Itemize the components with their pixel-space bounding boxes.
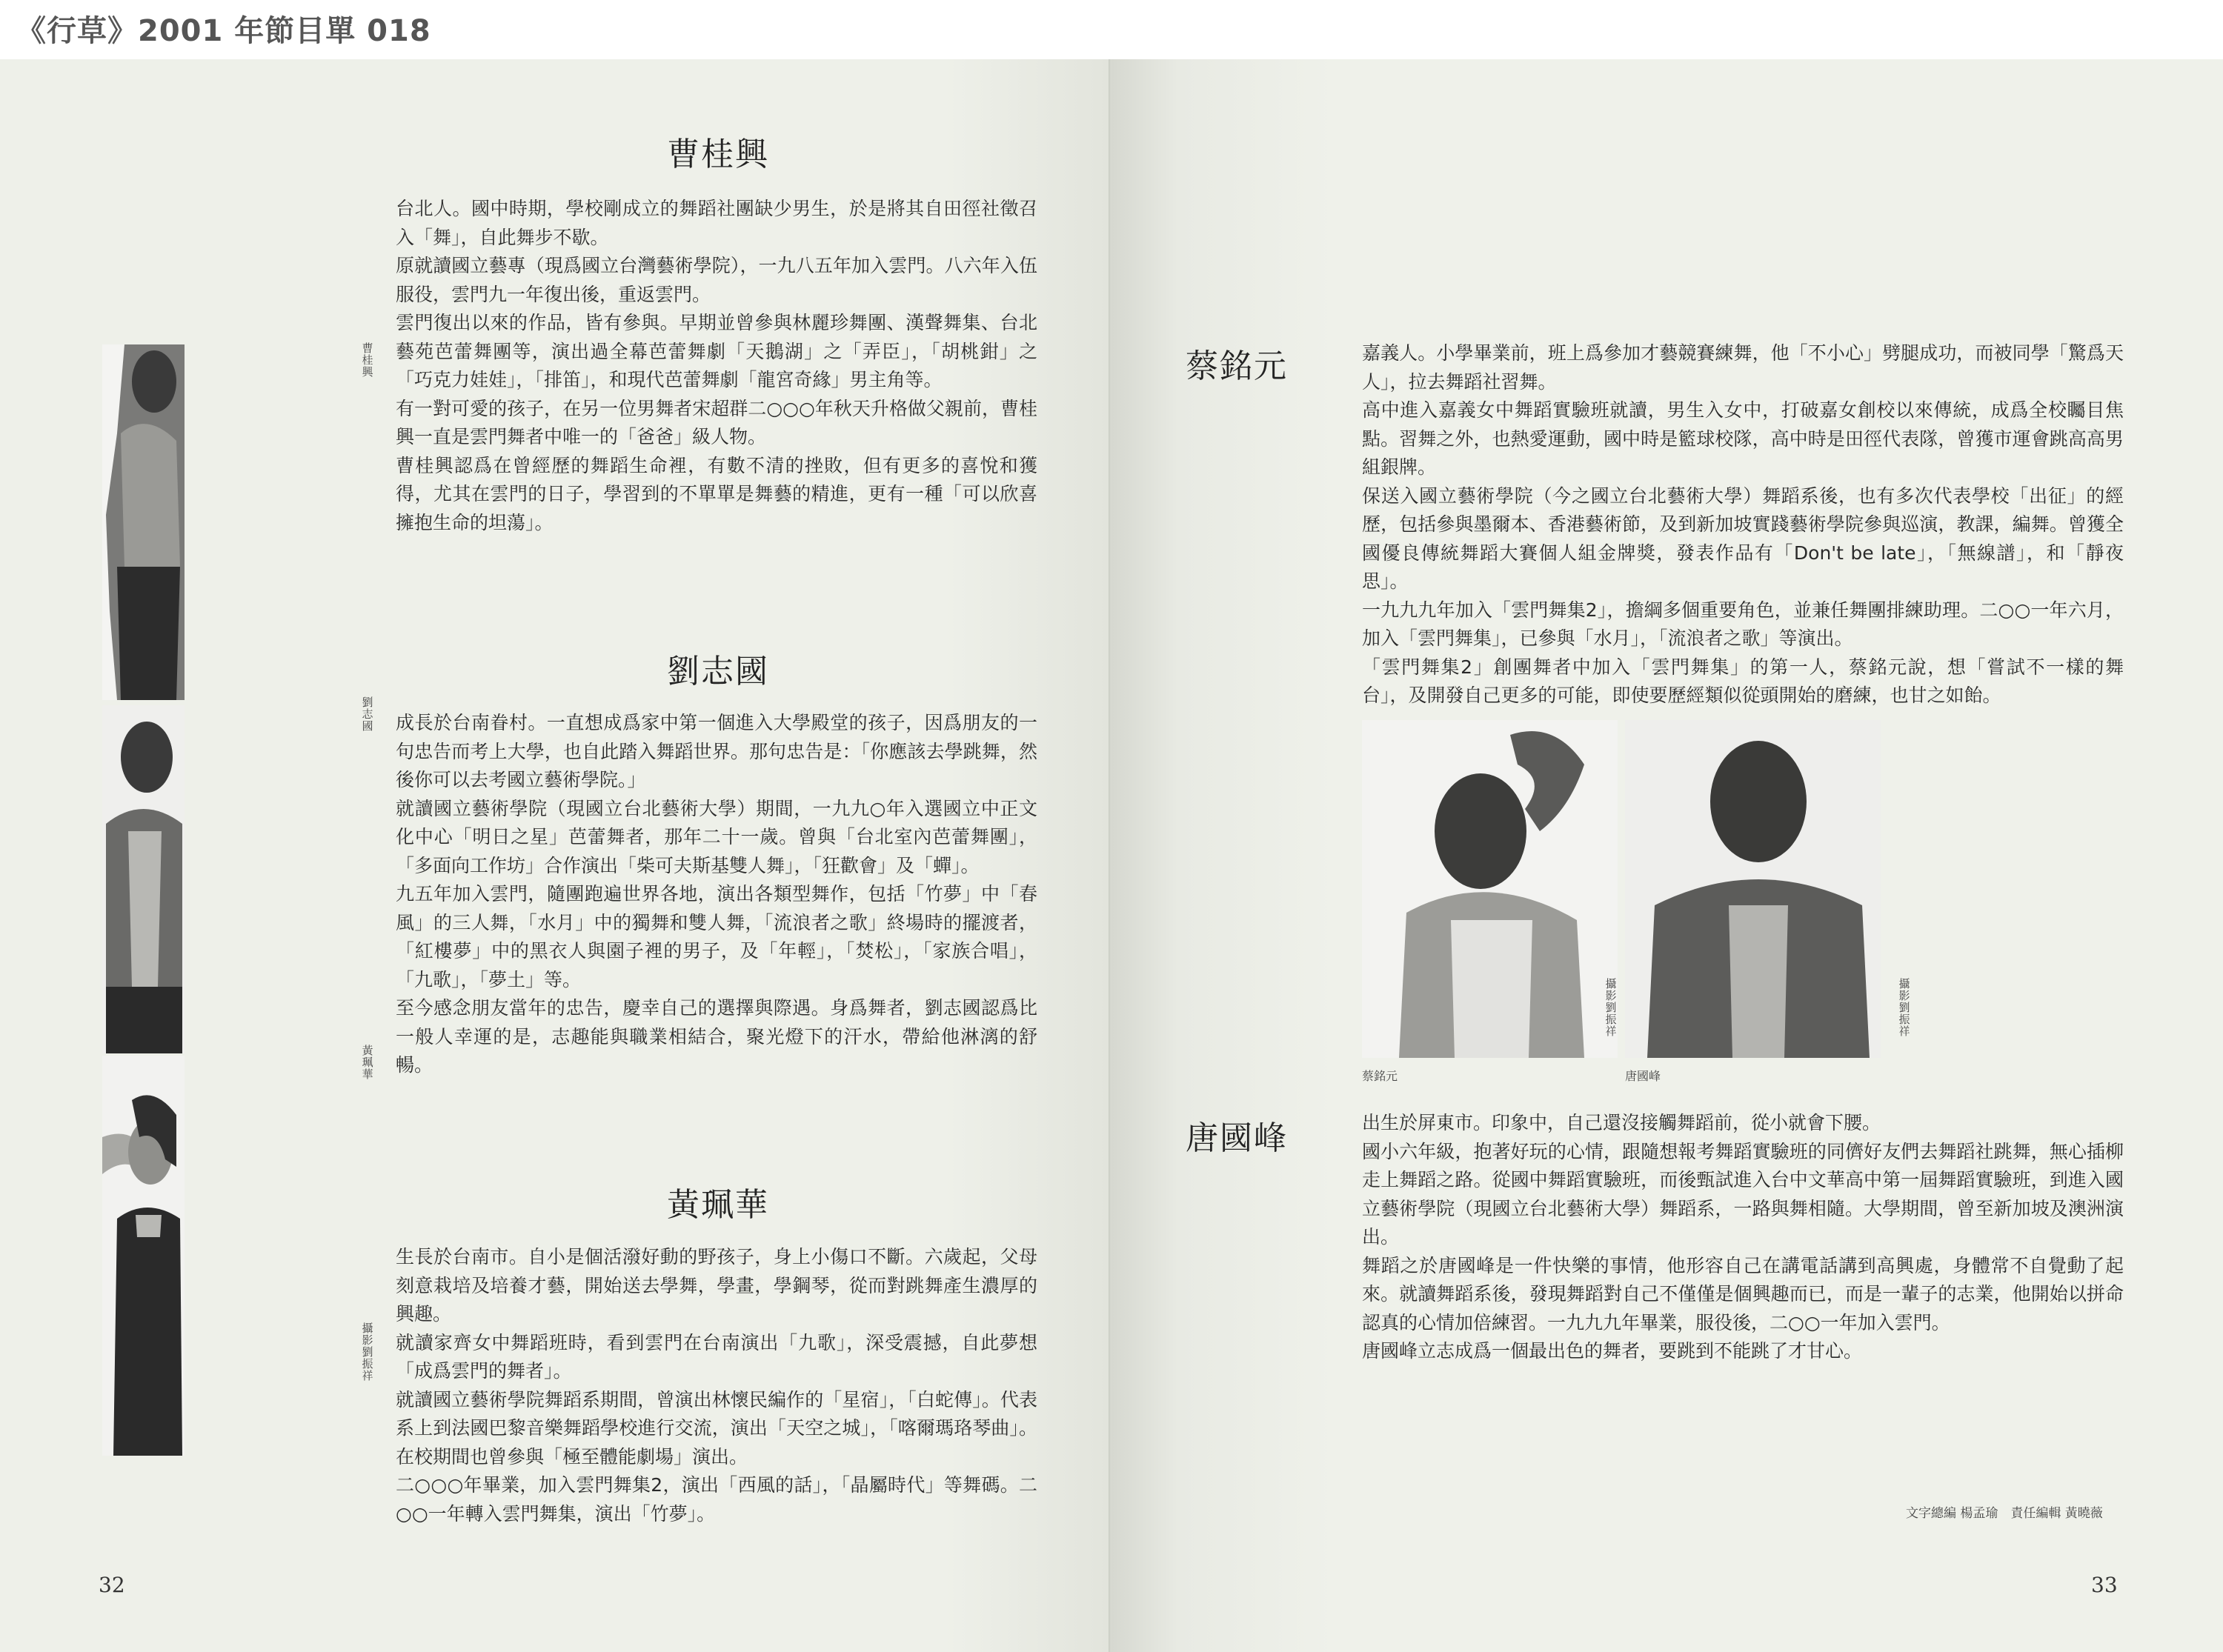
page-number-left: 32 — [99, 1573, 125, 1597]
dancer-photo-liu-zhiguo — [102, 705, 185, 1053]
dancer-name-heading: 曹桂興 — [667, 136, 769, 173]
bio-paragraph: 九五年加入雲門，隨團跑遍世界各地，演出各類型舞作，包括「竹夢」中「春風」的三人舞，「水月」中的獨舞和雙人舞，「流浪者之歌」終場時的擺渡者，「紅樓夢」中的黑衣人與園子裡的男子，及「年輕」，「焚松」，「家族合唱」，「九歌」，「夢土」等。 — [396, 883, 1037, 990]
bio-paragraph: 台北人。國中時期，學校剛成立的舞蹈社團缺少男生，於是將其自田徑社徵召入「舞」，自此舞步不歇。 — [396, 198, 1037, 248]
photo-credit-left: 攝影 劉振祥 — [362, 1322, 373, 1382]
dancer-photo-huang-peihua — [102, 1056, 185, 1456]
photo-caption-cao: 曹桂興 — [362, 342, 373, 379]
dancer-bio-huang — [396, 1243, 1037, 1528]
photo-caption-liu: 劉志國 — [362, 696, 373, 733]
bio-paragraph: 有一對可愛的孩子，在另一位男舞者宋超群二○○○年秋天升格做父親前，曹桂興一直是雲門舞者中唯一的「爸爸」級人物。 — [396, 397, 1037, 447]
bio-paragraph: 嘉義人。小學畢業前，班上爲參加才藝競賽練舞，他「不小心」劈腿成功，而被同學「驚爲天人」，拉去舞蹈社習舞。 — [1362, 342, 2124, 393]
right-page — [1112, 59, 2223, 1652]
dancer-photo-tang-guofeng — [1625, 720, 1881, 1058]
dancer-photo-cao-guixing — [102, 344, 185, 700]
dancer-name-heading: 蔡銘元 — [1186, 347, 1288, 385]
bio-paragraph: 國小六年級，抱著好玩的心情，跟隨想報考舞蹈實驗班的同儕好友們去舞蹈社跳舞，無心插柳走上舞蹈之路。從國中舞蹈實驗班，而後甄試進入台中文華高中第一屆舞蹈實驗班，到進入國立藝術學院（現國立台北藝術大學）舞蹈系，一路與舞相隨。大學期間，曾至新加坡及澳洲演出。 — [1362, 1140, 2124, 1248]
bio-paragraph: 成長於台南眷村。一直想成爲家中第一個進入大學殿堂的孩子，因爲朋友的一句忠告而考上大學，也自此踏入舞蹈世界。那句忠告是：「你應該去學跳舞，然後你可以去考國立藝術學院。」 — [396, 712, 1037, 790]
photo-caption-cai: 蔡銘元 — [1362, 1069, 1398, 1083]
bio-paragraph: 原就讀國立藝專（現爲國立台灣藝術學院），一九八五年加入雲門。八六年入伍服役，雲門九一年復出後，重返雲門。 — [396, 255, 1037, 305]
photo-credit-cai: 攝影 劉振祥 — [1605, 977, 1617, 1038]
left-page — [0, 59, 1112, 1652]
bio-paragraph: 曹桂興認爲在曾經歷的舞蹈生命裡，有數不清的挫敗，但有更多的喜悅和獲得，尤其在雲門的日子，學習到的不單單是舞藝的精進，更有一種「可以欣喜擁抱生命的坦蕩」。 — [396, 454, 1037, 533]
photo-caption-tang: 唐國峰 — [1625, 1069, 1661, 1083]
bio-paragraph: 一九九九年加入「雲門舞集2」，擔綱多個重要角色，並兼任舞團排練助理。二○○一年六月，加入「雲門舞集」，已參與「水月」，「流浪者之歌」等演出。 — [1362, 599, 2124, 649]
page-number-right: 33 — [2091, 1573, 2118, 1597]
dancer-photo-cai-mingyuan — [1362, 720, 1618, 1058]
booklet-spread — [0, 59, 2223, 1652]
photo-credit-tang: 攝影 劉振祥 — [1898, 977, 1910, 1038]
bio-paragraph: 保送入國立藝術學院（今之國立台北藝術大學）舞蹈系後，也有多次代表學校「出征」的經歷，包括參與墨爾本、香港藝術節，及到新加坡實踐藝術學院參與巡演，教課，編舞。曾獲全國優良傳統舞蹈大賽個人組金牌獎，發表作品有「Don't be late」，「無線譜」，和「靜夜思」。 — [1362, 484, 2124, 592]
bio-paragraph: 唐國峰立志成爲一個最出色的舞者，要跳到不能跳了才甘心。 — [1362, 1340, 1863, 1362]
bio-paragraph: 就讀國立藝術學院（現國立台北藝術大學）期間，一九九○年入選國立中正文化中心「明日之星」芭蕾舞者，那年二十一歲。曾與「台北室內芭蕾舞團」，「多面向工作坊」合作演出「柴可夫斯基雙人舞」，「狂歡會」及「蟬」。 — [396, 797, 1037, 876]
dancer-name-heading: 唐國峰 — [1186, 1119, 1288, 1157]
dancer-bio-liu — [396, 709, 1037, 1080]
bio-paragraph: 「雲門舞集2」創團舞者中加入「雲門舞集」的第一人，蔡銘元說，想「嘗試不一樣的舞台」，及開發自己更多的可能，即使要歷經類似從頭開始的磨練，也甘之如飴。 — [1362, 656, 2124, 706]
bio-paragraph: 高中進入嘉義女中舞蹈實驗班就讀，男生入女中，打破嘉女創校以來傳統，成爲全校矚目焦點。習舞之外，也熱愛運動，國中時是籃球校隊，高中時是田徑代表隊，曾獲市運會跳高高男組銀牌。 — [1362, 399, 2124, 478]
bio-paragraph: 就讀國立藝術學院舞蹈系期間，曾演出林懷民編作的「星宿」，「白蛇傳」。代表系上到法國巴黎音樂舞蹈學校進行交流，演出「天空之城」，「喀爾瑪珞琴曲」。在校期間也曾參與「極至體能劇場」演出。 — [396, 1388, 1037, 1468]
photo-caption-huang: 黃珮華 — [362, 1044, 373, 1081]
bio-paragraph: 至今感念朋友當年的忠告，慶幸自己的選擇與際遇。身爲舞者，劉志國認爲比一般人幸運的是，志趣能與職業相結合，聚光燈下的汗水，帶給他淋漓的舒暢。 — [396, 997, 1037, 1076]
bio-paragraph: 雲門復出以來的作品，皆有參與。早期並曾參與林麗珍舞團、漢聲舞集、台北藝苑芭蕾舞團等，演出過全幕芭蕾舞劇「天鵝湖」之「弄臣」，「胡桃鉗」之「巧克力娃娃」，「排笛」，和現代芭蕾舞劇「龍宮奇緣」男主角等。 — [396, 312, 1037, 390]
dancer-name-heading: 黃珮華 — [667, 1186, 769, 1224]
bio-paragraph: 生長於台南市。自小是個活潑好動的野孩子，身上小傷口不斷。六歲起，父母刻意栽培及培養才藝，開始送去學舞，學畫，學鋼琴，從而對跳舞產生濃厚的興趣。 — [396, 1246, 1037, 1325]
bio-paragraph: 舞蹈之於唐國峰是一件快樂的事情，他形容自己在講電話講到高興處，身體常不自覺動了起來。就讀舞蹈系後，發現舞蹈對自己不僅僅是個興趣而已，而是一輩子的志業，他開始以拼命認真的心情加倍練習。一九九九年畢業，服役後，二○○一年加入雲門。 — [1362, 1254, 2124, 1333]
bio-paragraph: 就讀家齊女中舞蹈班時，看到雲門在台南演出「九歌」，深受震撼，自此夢想「成爲雲門的舞者」。 — [396, 1331, 1037, 1382]
dancer-bio-tang — [1362, 1109, 2124, 1366]
dancer-name-heading: 劉志國 — [667, 653, 769, 690]
bio-paragraph: 出生於屏東市。印象中，自己還沒接觸舞蹈前，從小就會下腰。 — [1362, 1112, 1881, 1133]
editorial-credits: 文字總編 楊孟瑜 責任編輯 黃曉薇 — [1906, 1506, 2103, 1521]
dancer-bio-cao — [396, 195, 1037, 537]
dancer-bio-cai — [1362, 339, 2124, 710]
document-title: 《行草》2001 年節目單 018 — [16, 14, 431, 48]
top-bar — [0, 0, 2223, 59]
bio-paragraph: 二○○○年畢業，加入雲門舞集2，演出「西風的話」，「晶屬時代」等舞碼。二○○一年轉入雲門舞集，演出「竹夢」。 — [396, 1474, 1037, 1525]
